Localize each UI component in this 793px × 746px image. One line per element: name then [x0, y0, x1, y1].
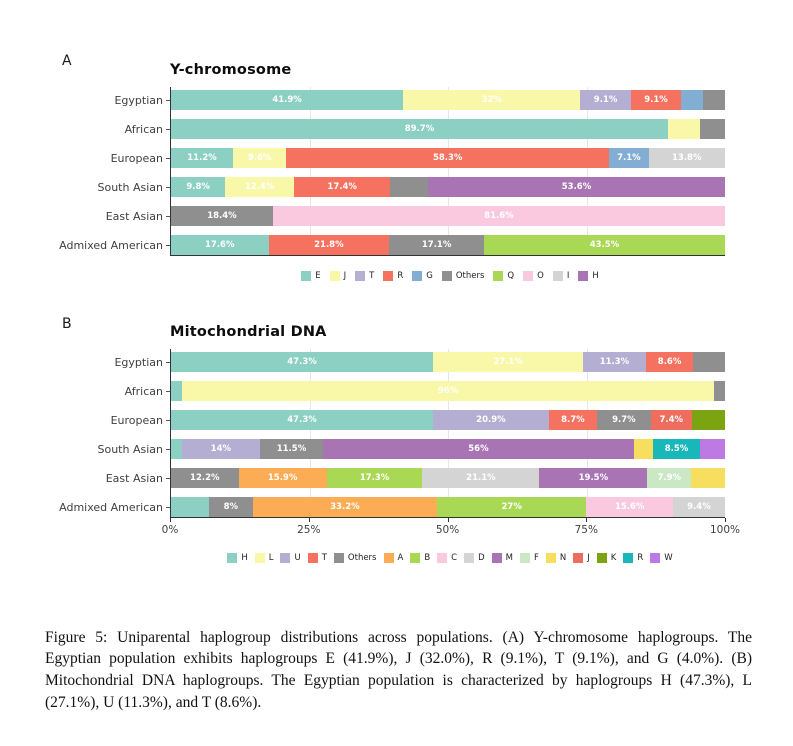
segment-others	[693, 352, 725, 372]
segment-value-label: 8.7%	[561, 415, 585, 425]
legend-item-c	[437, 553, 457, 563]
legend-item-others	[334, 553, 377, 563]
chart-title-y-chromosome: Y-chromosome	[170, 62, 292, 78]
segment-others	[389, 235, 484, 255]
segment-w	[700, 439, 725, 459]
axis-tick-0-	[170, 518, 171, 522]
legend-swatch-j	[573, 553, 583, 563]
x-axis-mitochondrial-dna	[161, 517, 741, 540]
legend-label-t: T	[321, 553, 327, 563]
legend-label-a: A	[397, 553, 404, 563]
segment-value-label: 17.3%	[359, 473, 390, 483]
segment-r	[294, 177, 390, 197]
legend-item-g	[412, 271, 433, 281]
segment-r	[631, 90, 681, 110]
segment-value-label: 43.5%	[589, 240, 620, 250]
category-label-text: South Asian	[97, 442, 163, 456]
category-label-text: Admixed American	[59, 238, 163, 252]
legend-mitochondrial-dna	[170, 553, 730, 563]
legend-swatch-h	[227, 553, 237, 563]
legend-swatch-others	[442, 271, 452, 281]
category-label-egyptian	[55, 90, 170, 110]
segment-o	[273, 206, 725, 226]
segment-u	[583, 352, 646, 372]
segment-others	[597, 410, 651, 430]
y-axis-category-labels	[55, 349, 170, 517]
segment-j	[233, 148, 286, 168]
segment-t	[549, 410, 597, 430]
legend-label-o: O	[537, 271, 544, 281]
legend-swatch-a	[384, 553, 394, 563]
legend-label-j: J	[587, 553, 590, 563]
legend-swatch-u	[280, 553, 290, 563]
segment-u	[182, 439, 260, 459]
legend-swatch-i	[553, 271, 563, 281]
category-label-text: European	[110, 413, 163, 427]
segment-c	[586, 497, 672, 517]
segment-r	[653, 439, 700, 459]
legend-item-l	[255, 553, 274, 563]
segment-value-label: 9.1%	[593, 95, 618, 105]
segment-value-label: 17.4%	[327, 182, 357, 192]
legend-item-i	[553, 271, 570, 281]
axis-tick-50-	[448, 518, 449, 522]
legend-swatch-t	[355, 271, 365, 281]
segment-value-label: 18.4%	[207, 211, 237, 221]
legend-swatch-o	[523, 271, 533, 281]
legend-swatch-d	[464, 553, 474, 563]
legend-swatch-f	[520, 553, 530, 563]
bar-row-south-asian	[171, 439, 725, 459]
category-label-text: East Asian	[105, 471, 163, 485]
panel-b-label: B	[62, 316, 72, 332]
bar-row-european	[171, 148, 725, 168]
segment-k	[692, 410, 725, 430]
category-label-text: Admixed American	[59, 500, 163, 514]
segment-a	[253, 497, 437, 517]
segment-g	[609, 148, 648, 168]
segment-value-label: 9.1%	[644, 95, 668, 105]
gridline-25	[310, 349, 311, 517]
legend-item-k	[597, 553, 617, 563]
legend-label-r: R	[397, 271, 404, 281]
segment-value-label: 56%	[468, 444, 489, 454]
legend-item-j	[573, 553, 590, 563]
segment-n	[634, 439, 653, 459]
category-label-east-asian	[55, 468, 170, 488]
segment-value-label: 15.9%	[267, 473, 298, 483]
bar-row-east-asian	[171, 206, 725, 226]
segment-j	[651, 410, 692, 430]
legend-swatch-c	[437, 553, 447, 563]
panel-a-label: A	[62, 53, 72, 69]
legend-swatch-m	[492, 553, 502, 563]
segment-value-label: 13.8%	[671, 153, 702, 163]
segment-u	[433, 410, 549, 430]
legend-y-chromosome	[170, 271, 730, 281]
legend-label-w: W	[664, 553, 673, 563]
category-label-south-asian	[55, 439, 170, 459]
segment-g	[681, 90, 703, 110]
segment-value-label: 58.3%	[432, 153, 463, 163]
segment-d	[673, 497, 725, 517]
category-label-text: South Asian	[97, 180, 163, 194]
segment-l	[182, 381, 714, 401]
segment-h	[171, 381, 182, 401]
legend-label-l: L	[268, 553, 274, 563]
segment-value-label: 19.5%	[578, 473, 609, 483]
category-label-east-asian	[55, 206, 170, 226]
segment-value-label: 47.3%	[287, 415, 317, 425]
segment-others	[209, 497, 253, 517]
segment-h	[171, 439, 182, 459]
legend-swatch-h	[578, 271, 588, 281]
x-axis-y-chromosome	[170, 255, 725, 258]
segment-value-label: 14%	[210, 444, 232, 454]
bar-row-admixed-american	[171, 497, 725, 517]
legend-label-t: T	[369, 271, 375, 281]
bar-row-admixed-american	[171, 235, 725, 255]
legend-item-w	[650, 553, 672, 563]
legend-swatch-k	[597, 553, 607, 563]
segment-n	[691, 468, 725, 488]
segment-value-label: 11.3%	[599, 357, 630, 367]
legend-label-g: G	[426, 271, 433, 281]
segment-r	[286, 148, 609, 168]
legend-item-n	[546, 553, 566, 563]
bars-area-mitochondrial-dna	[170, 349, 725, 517]
axis-tick-75-	[586, 518, 587, 522]
legend-item-others	[442, 271, 485, 281]
legend-label-d: D	[478, 553, 485, 563]
legend-swatch-others	[334, 553, 344, 563]
segment-value-label: 17.1%	[421, 240, 452, 250]
segment-m	[323, 439, 633, 459]
segment-e	[171, 235, 269, 255]
category-label-text: European	[110, 151, 163, 165]
segment-h	[171, 352, 433, 372]
legend-item-h	[227, 553, 247, 563]
segment-value-label: 32%	[481, 95, 502, 105]
legend-label-f: F	[534, 553, 539, 563]
category-label-african	[55, 381, 170, 401]
legend-label-b: B	[424, 553, 431, 563]
axis-tick-label-100-: 100%	[709, 524, 741, 536]
bar-row-egyptian	[171, 352, 725, 372]
legend-swatch-r	[383, 271, 393, 281]
segment-f	[647, 468, 691, 488]
bar-row-african	[171, 119, 725, 139]
segment-value-label: 53.6%	[561, 182, 592, 192]
segment-value-label: 12.4%	[244, 182, 275, 192]
segment-t	[580, 90, 630, 110]
legend-swatch-w	[650, 553, 660, 563]
segment-r	[269, 235, 390, 255]
category-label-egyptian	[55, 352, 170, 372]
segment-value-label: 12.2%	[190, 473, 220, 483]
legend-label-n: N	[559, 553, 567, 563]
segment-others	[171, 206, 273, 226]
legend-label-i: I	[566, 271, 570, 281]
axis-tick-label-75-: 75%	[574, 524, 598, 536]
legend-item-a	[384, 553, 404, 563]
category-label-text: African	[124, 122, 163, 136]
segment-value-label: 89.7%	[404, 124, 435, 134]
segment-value-label: 11.5%	[276, 444, 307, 454]
segment-value-label: 8%	[223, 502, 239, 512]
bar-row-african	[171, 381, 725, 401]
segment-m	[539, 468, 647, 488]
plot-area-mitochondrial-dna	[55, 349, 735, 517]
legend-item-m	[492, 553, 513, 563]
bar-row-european	[171, 410, 725, 430]
legend-item-o	[523, 271, 544, 281]
segment-h	[428, 177, 725, 197]
category-label-admixed-american	[55, 235, 170, 255]
segment-others	[700, 119, 725, 139]
segment-value-label: 21.8%	[314, 240, 344, 250]
legend-label-e: E	[315, 271, 321, 281]
segment-e	[171, 90, 403, 110]
legend-item-j	[330, 271, 347, 281]
segment-others	[390, 177, 428, 197]
legend-label-m: M	[505, 553, 513, 563]
legend-label-h: H	[592, 271, 599, 281]
segment-e	[171, 177, 225, 197]
segment-d	[422, 468, 539, 488]
segment-value-label: 20.9%	[476, 415, 506, 425]
legend-item-f	[520, 553, 539, 563]
segment-h	[171, 410, 433, 430]
legend-item-u	[280, 553, 300, 563]
segment-value-label: 17.6%	[205, 240, 235, 250]
chart-title-mitochondrial-dna: Mitochondrial DNA	[170, 324, 327, 340]
segment-value-label: 96%	[437, 386, 459, 396]
legend-item-t	[308, 553, 327, 563]
legend-swatch-j	[330, 271, 340, 281]
legend-label-others: Others	[455, 271, 485, 281]
segment-a	[239, 468, 327, 488]
segment-e	[171, 148, 233, 168]
segment-l	[433, 352, 583, 372]
legend-item-q	[493, 271, 514, 281]
legend-item-h	[578, 271, 598, 281]
segment-t	[646, 352, 694, 372]
category-label-european	[55, 410, 170, 430]
segment-value-label: 7.1%	[617, 153, 641, 163]
bar-row-egyptian	[171, 90, 725, 110]
segment-e	[171, 119, 668, 139]
legend-swatch-q	[493, 271, 503, 281]
legend-item-e	[301, 271, 320, 281]
segment-value-label: 81.6%	[484, 211, 514, 221]
legend-item-d	[464, 553, 485, 563]
segment-value-label: 8.6%	[657, 357, 682, 367]
legend-item-t	[355, 271, 374, 281]
segment-j	[225, 177, 294, 197]
bars-area-y-chromosome	[170, 87, 725, 255]
category-label-african	[55, 119, 170, 139]
segment-value-label: 7.9%	[657, 473, 682, 483]
category-label-text: African	[124, 384, 163, 398]
segment-q	[484, 235, 725, 255]
legend-swatch-n	[546, 553, 556, 563]
legend-swatch-e	[301, 271, 311, 281]
category-label-text: East Asian	[105, 209, 163, 223]
chart-y-chromosome	[55, 62, 735, 281]
gridline-25	[310, 87, 311, 255]
segment-others	[171, 468, 239, 488]
y-axis-category-labels	[55, 87, 170, 255]
segment-value-label: 21.1%	[466, 473, 496, 483]
legend-swatch-r	[623, 553, 633, 563]
gridline-50	[448, 87, 449, 255]
segment-value-label: 11.2%	[187, 153, 217, 163]
legend-item-r	[623, 553, 643, 563]
legend-label-u: U	[294, 553, 301, 563]
legend-item-b	[410, 553, 430, 563]
segment-value-label: 8.5%	[664, 444, 689, 454]
segment-b	[437, 497, 587, 517]
axis-tick-25-	[309, 518, 310, 522]
category-label-text: Egyptian	[114, 355, 163, 369]
segment-i	[649, 148, 725, 168]
segment-others	[260, 439, 324, 459]
legend-label-k: K	[610, 553, 617, 563]
gridline-75	[587, 87, 588, 255]
bar-row-east-asian	[171, 468, 725, 488]
segment-others	[703, 90, 725, 110]
segment-value-label: 47.3%	[287, 357, 317, 367]
legend-swatch-t	[308, 553, 318, 563]
segment-value-label: 7.4%	[659, 415, 684, 425]
segment-b	[327, 468, 423, 488]
axis-tick-label-0-: 0%	[161, 524, 179, 536]
axis-tick-label-25-: 25%	[297, 524, 321, 536]
segment-value-label: 27%	[501, 502, 522, 512]
legend-swatch-g	[412, 271, 422, 281]
legend-label-h: H	[241, 553, 248, 563]
category-label-admixed-american	[55, 497, 170, 517]
segment-j	[403, 90, 580, 110]
figure-caption: Figure 5: Uniparental haplogroup distributions across populations. (A) Y-chromosome haplogroups. The Egyptian population exhibits haplogroups E (41.9%), J (32.0%), R (9.1%), T (9.1%), and G (4.0%). (B) Mitochondrial DNA haplogroups. The Egyptian population is characterized by haplogroups H (47.3%), L (27.1%), U (11.3%), and T (8.6%).	[45, 628, 752, 711]
axis-tick-label-50-: 50%	[435, 524, 460, 536]
segment-value-label: 27.1%	[493, 357, 523, 367]
category-label-text: Egyptian	[114, 93, 163, 107]
gridline-75	[587, 349, 588, 517]
segment-value-label: 33.2%	[330, 502, 360, 512]
segment-value-label: 9.7%	[612, 415, 636, 425]
segment-value-label: 15.6%	[614, 502, 645, 512]
gridline-50	[448, 349, 449, 517]
legend-label-q: Q	[507, 271, 515, 281]
legend-item-r	[383, 271, 403, 281]
legend-swatch-b	[410, 553, 420, 563]
category-label-european	[55, 148, 170, 168]
bar-row-south-asian	[171, 177, 725, 197]
segment-value-label: 9.8%	[186, 182, 210, 192]
segment-j	[668, 119, 700, 139]
segment-value-label: 41.9%	[272, 95, 302, 105]
axis-tick-100-	[725, 518, 726, 522]
legend-label-j: J	[343, 271, 347, 281]
segment-value-label: 9.6%	[247, 153, 272, 163]
legend-label-c: C	[451, 553, 458, 563]
plot-area-y-chromosome	[55, 87, 735, 255]
legend-swatch-l	[255, 553, 265, 563]
legend-label-others: Others	[347, 553, 377, 563]
segment-others	[714, 381, 725, 401]
category-label-south-asian	[55, 177, 170, 197]
chart-mitochondrial-dna	[55, 324, 741, 563]
segment-h	[171, 497, 209, 517]
segment-value-label: 9.4%	[687, 502, 711, 512]
legend-label-r: R	[637, 553, 644, 563]
